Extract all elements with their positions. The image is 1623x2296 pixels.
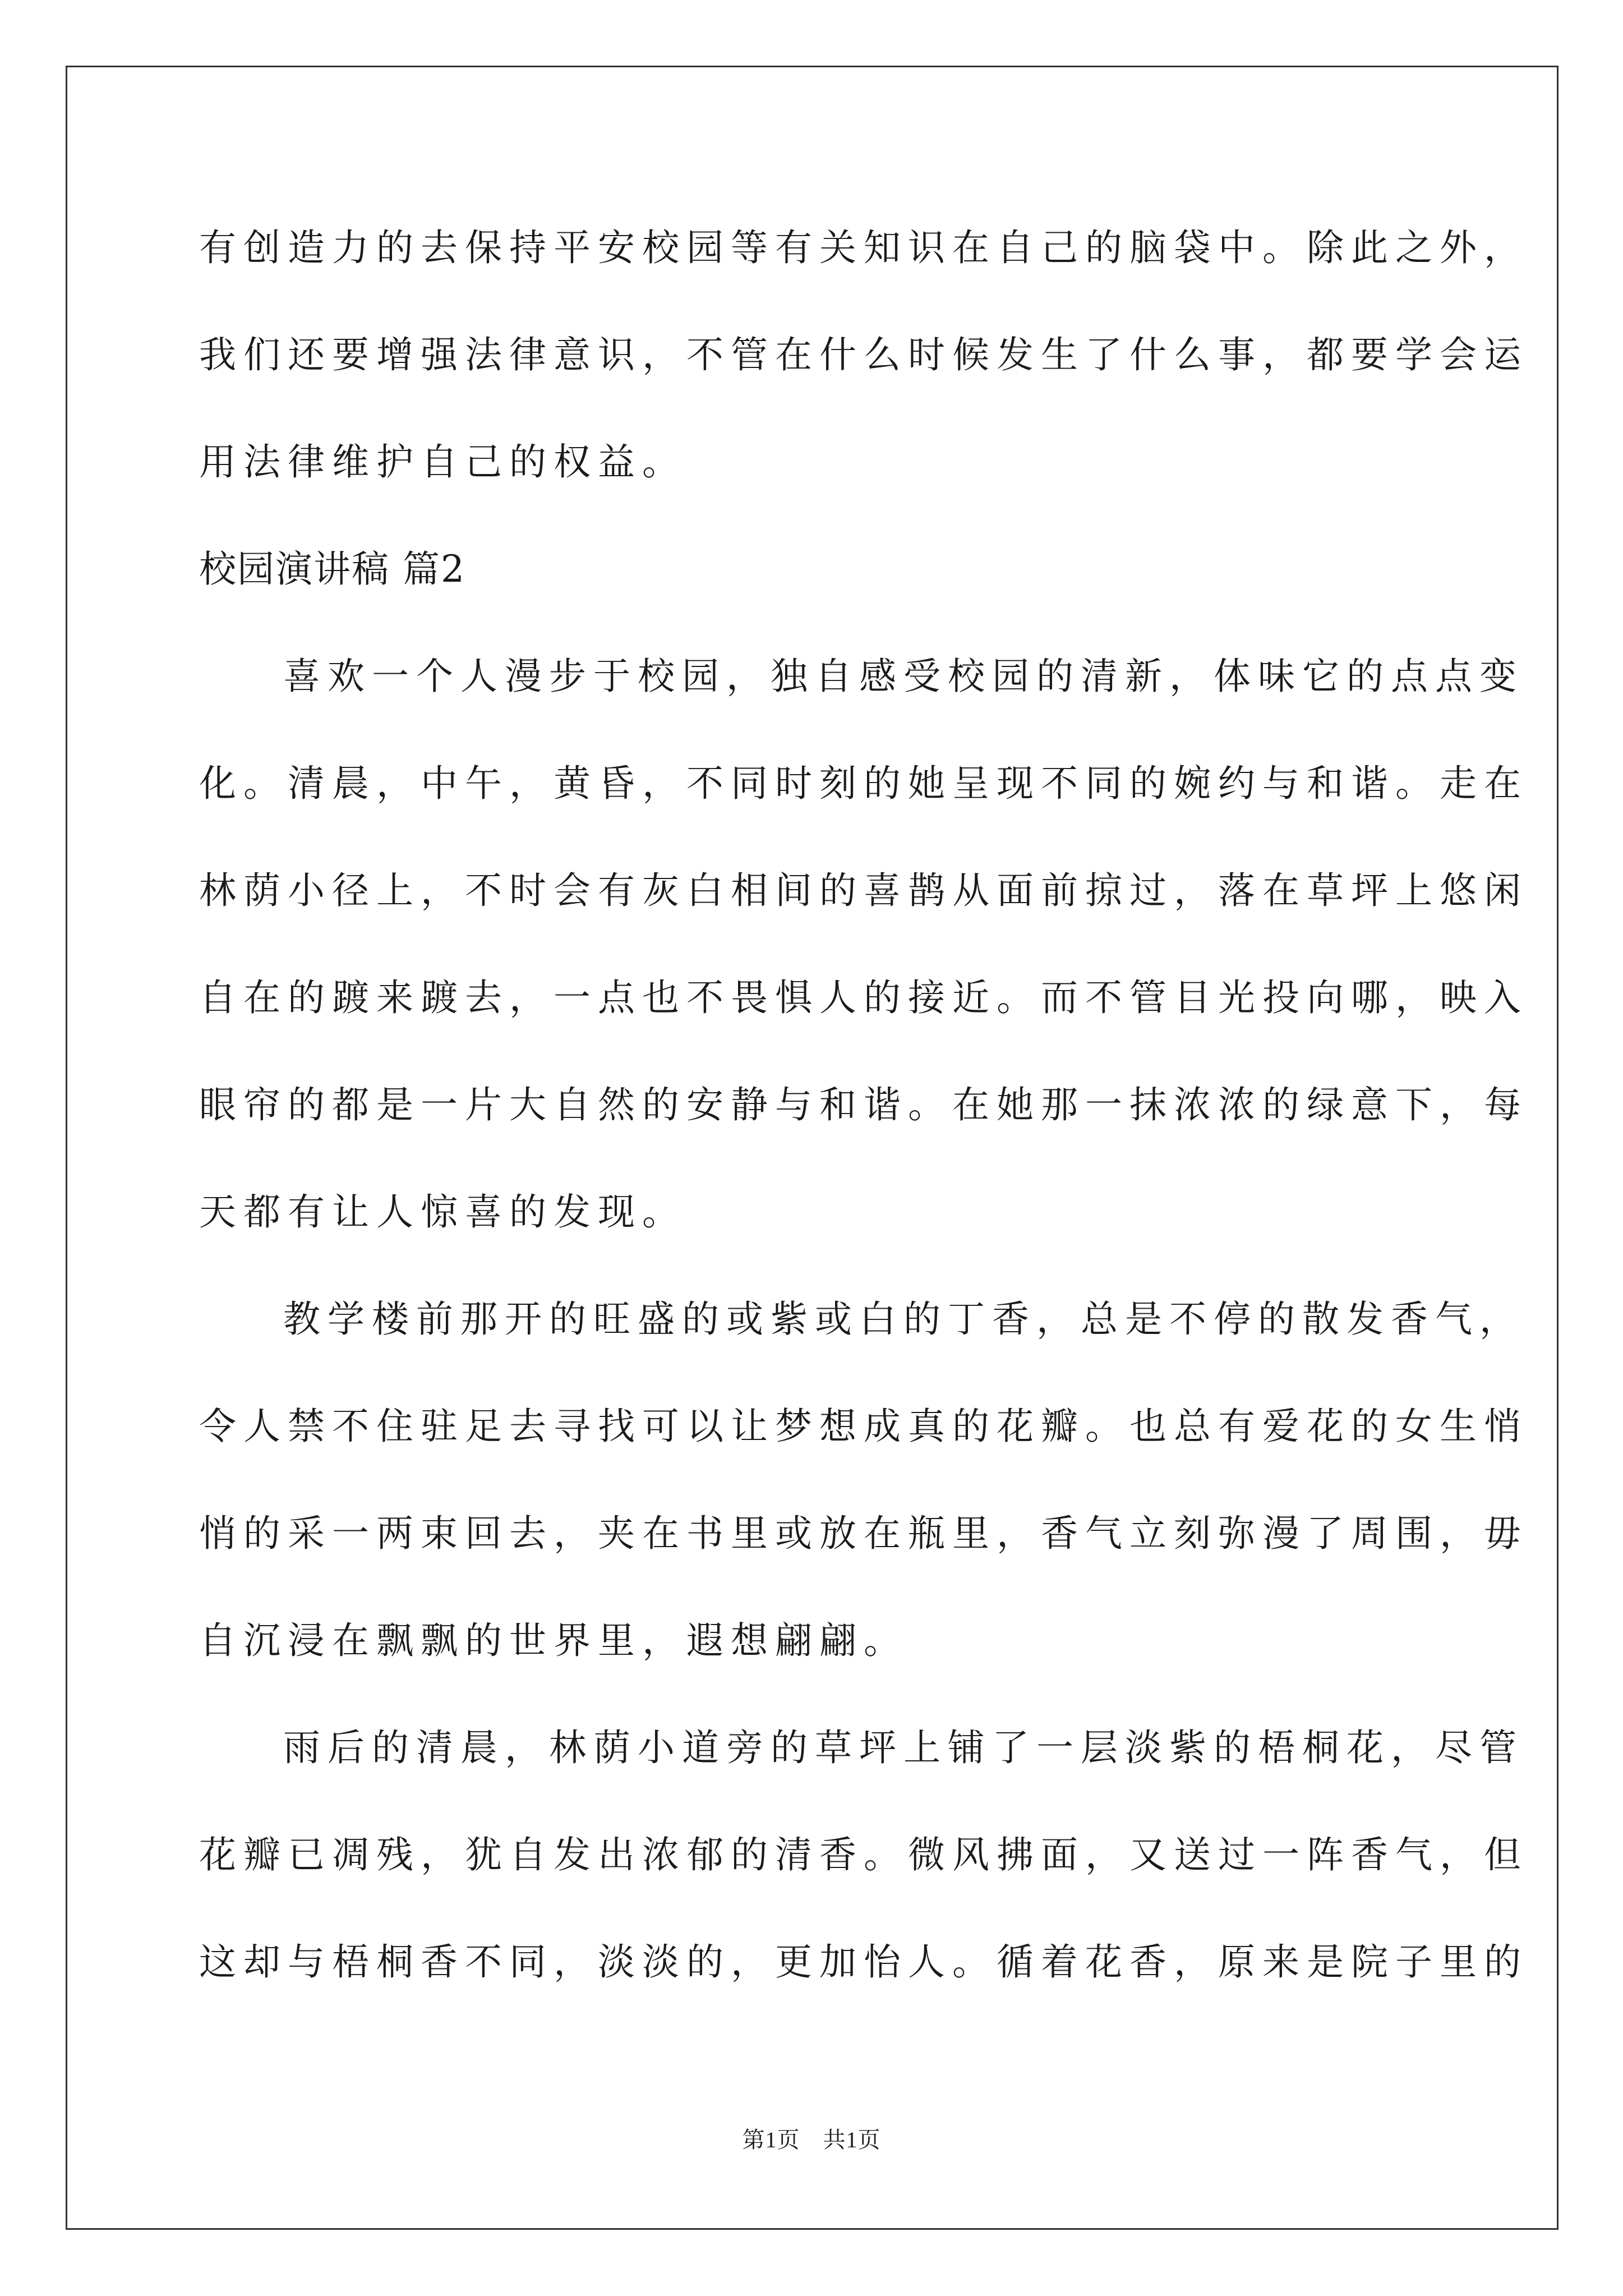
text-line: 教学楼前那开的旺盛的或紫或白的丁香，总是不停的散发香气，	[283, 1297, 1524, 1341]
text-line: 眼帘的都是一片大自然的安静与和谐。在她那一抹浓浓的绿意下，每	[199, 1083, 1528, 1126]
text-line: 有创造力的去保持平安校园等有关知识在自己的脑袋中。除此之外，	[199, 226, 1528, 269]
page-number-footer: 第1页 共1页	[742, 2127, 881, 2152]
text-line: 化。清晨，中午，黄昏，不同时刻的她呈现不同的婉约与和谐。走在	[199, 762, 1528, 805]
text-line: 悄的采一两束回去，夹在书里或放在瓶里，香气立刻弥漫了周围，毋	[199, 1512, 1528, 1555]
text-line: 喜欢一个人漫步于校园，独自感受校园的清新，体味它的点点变	[283, 655, 1524, 698]
text-line: 林荫小径上，不时会有灰白相间的喜鹊从面前掠过，落在草坪上悠闲	[199, 869, 1528, 912]
text-line: 我们还要增强法律意识，不管在什么时候发生了什么事，都要学会运	[199, 333, 1528, 376]
text-line: 雨后的清晨，林荫小道旁的草坪上铺了一层淡紫的梧桐花，尽管	[283, 1726, 1524, 1769]
text-line: 天都有让人惊喜的发现。	[199, 1190, 686, 1234]
section-heading: 校园演讲稿 篇2	[199, 547, 465, 591]
text-line: 用法律维护自己的权益。	[199, 440, 686, 484]
text-line: 自在的踱来踱去，一点也不畏惧人的接近。而不管目光投向哪，映入	[199, 976, 1528, 1019]
page-border	[66, 66, 1559, 2230]
text-line: 令人禁不住驻足去寻找可以让梦想成真的花瓣。也总有爱花的女生悄	[199, 1405, 1528, 1448]
text-line: 这却与梧桐香不同，淡淡的，更加怡人。循着花香，原来是院子里的	[199, 1940, 1528, 1984]
text-line: 花瓣已凋残，犹自发出浓郁的清香。微风拂面，又送过一阵香气，但	[199, 1833, 1528, 1876]
text-line: 自沉浸在飘飘的世界里，遐想翩翩。	[199, 1619, 908, 1662]
